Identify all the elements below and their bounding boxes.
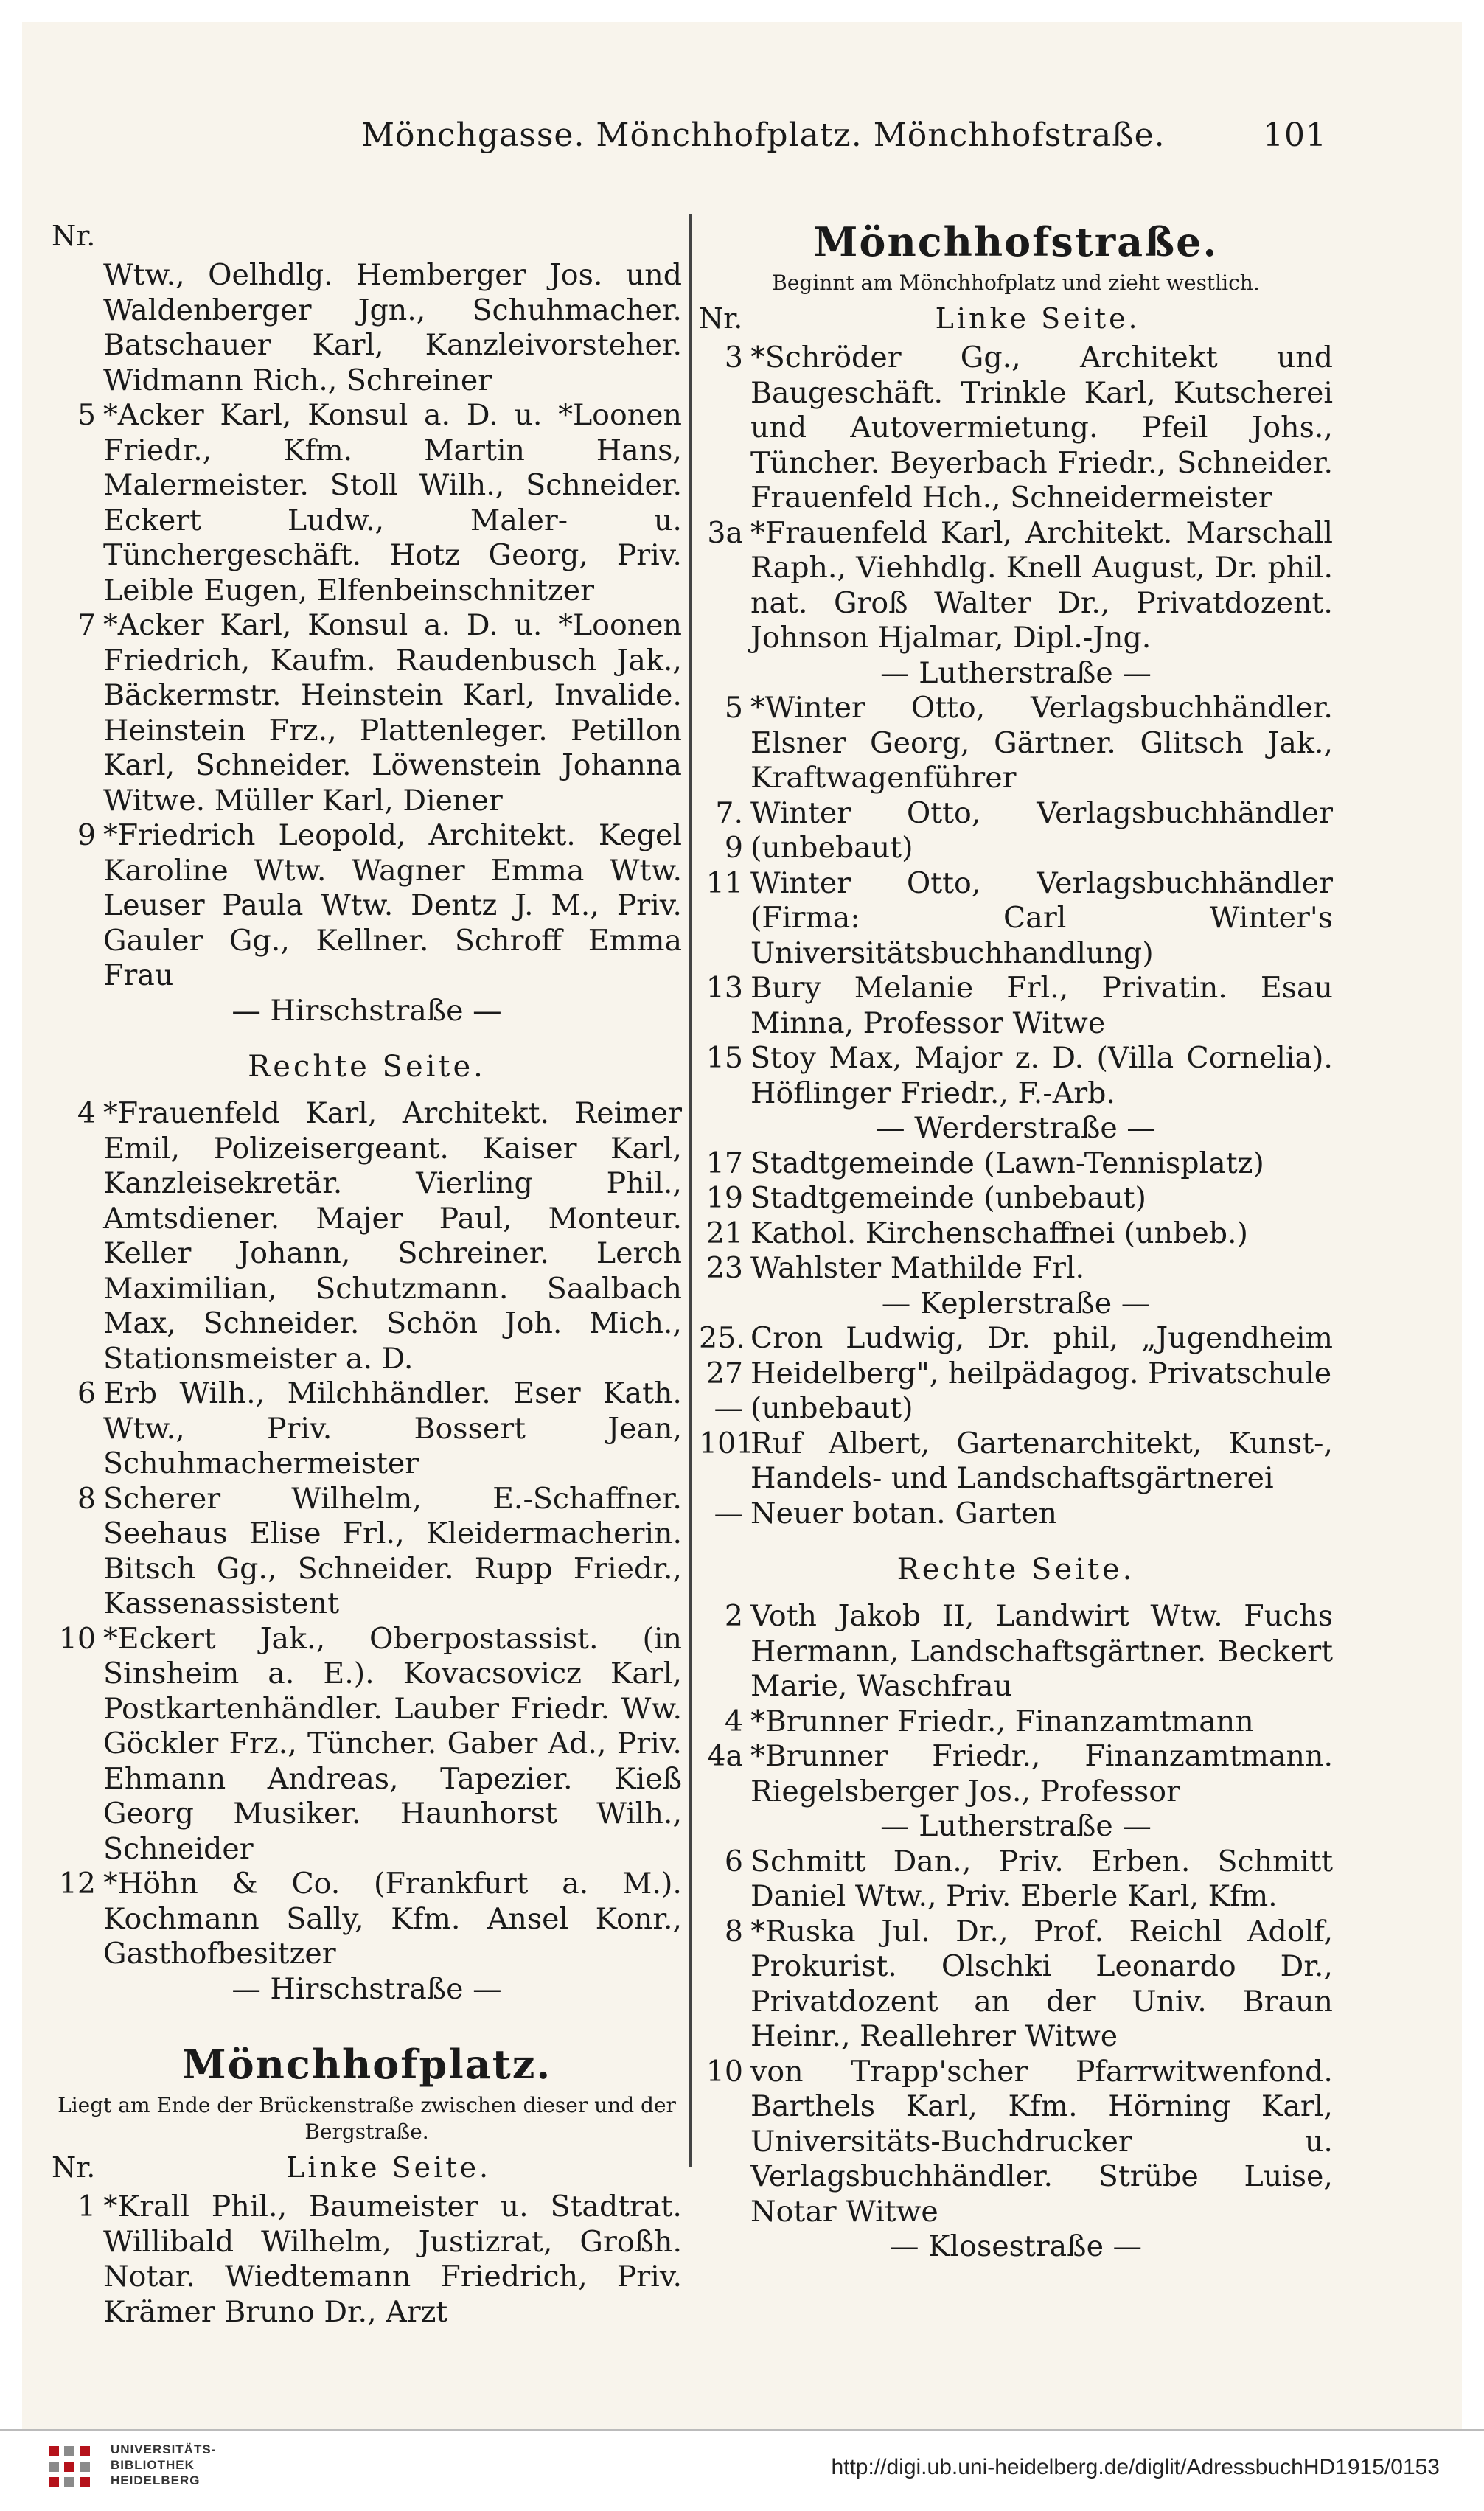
address-entry	[699, 1427, 1333, 1497]
house-number: 10	[706, 2054, 743, 2089]
residents-text: *Acker Karl, Konsul a. D. u. *Loonen Friedrich, Kaufm. Raudenbusch Jak., Bäckermstr. Heinstein Karl, Invalide. Heinstein Frz., Plattenleger. Petillon Karl, Schneider. Löwenstein Johanna Witwe. Müller Karl, Diener	[103, 608, 682, 818]
section-description: Liegt am Ende der Brückenstraße zwischen dieser und der Bergstraße.	[58, 2093, 676, 2144]
section-title: Mönchhofstraße.	[813, 218, 1219, 265]
house-number: 5	[77, 398, 96, 432]
residents-text: Erb Wilh., Milchhändler. Eser Kath. Wtw., Priv. Bossert Jean, Schuhmachermeister	[103, 1376, 682, 1480]
nr-label: Nr.	[52, 220, 96, 252]
house-number: —	[714, 1391, 743, 1425]
address-entry	[52, 1376, 682, 1482]
institution-line: BIBLIOTHEK	[111, 2458, 195, 2472]
address-entry	[52, 258, 682, 398]
side-heading: Rechte Seite.	[248, 1050, 486, 1084]
house-number: 4a	[707, 1739, 743, 1773]
address-entry	[52, 608, 682, 818]
residents-text: *Frauenfeld Karl, Architekt. Reimer Emil, Polizeisergeant. Kaiser Karl, Kanzleisekretär. Vierling Phil., Amtsdiener. Majer Paul, Monteur. Keller Johann, Schreiner. Lerch Maximilian, Schutzmann. Saalbach Max, Schneider. Schön Joh. Mich., Stationsmeister a. D.	[103, 1096, 682, 1376]
address-entry	[52, 1622, 682, 1867]
section-title: Mönchhofplatz.	[181, 2041, 552, 2088]
library-logo-icon	[44, 2442, 94, 2492]
page-number: 101	[1263, 116, 1327, 154]
institution-line: HEIDELBERG	[111, 2473, 201, 2487]
residents-text: *Brunner Friedr., Finanzamtmann	[750, 1704, 1254, 1738]
address-entry	[52, 1867, 682, 1972]
residents-text: Schmitt Dan., Priv. Erben. Schmitt Daniel Wtw., Priv. Eberle Karl, Kfm.	[750, 1844, 1333, 1913]
residents-text: Wahlster Mathilde Frl.	[750, 1251, 1085, 1285]
right-column	[699, 214, 1333, 2265]
residents-text: Neuer botan. Garten	[750, 1496, 1057, 1530]
side-heading: Rechte Seite.	[896, 1553, 1135, 1587]
cross-street: — Hirschstraße —	[231, 1971, 502, 2006]
house-number: 12	[58, 1867, 96, 1901]
address-entry	[699, 341, 1333, 516]
nr-label: Nr.	[699, 302, 743, 335]
address-entry	[699, 1915, 1333, 2055]
house-number: 13	[706, 971, 743, 1005]
house-number: 2	[724, 1599, 743, 1633]
residents-text: Kathol. Kirchenschaffnei (unbeb.)	[750, 1216, 1248, 1250]
residents-text: *Eckert Jak., Oberpostassist. (in Sinsheim a. E.). Kovacsovicz Karl, Postkartenhändler. Lauber Friedr. Ww. Göckler Frz., Tüncher. Gaber Ad., Priv. Ehmann Andreas, Tapezier. Kieß Georg Musiker. Haunhorst Wilh., Schneider	[103, 1621, 682, 1866]
house-number: 11	[706, 866, 743, 900]
residents-text: *Winter Otto, Verlagsbuchhändler. Elsner Georg, Gärtner. Glitsch Jak., Kraftwagenführer	[750, 691, 1333, 795]
nr-label: Nr.	[52, 2151, 96, 2184]
institution-line: UNIVERSITÄTS-	[111, 2442, 217, 2456]
house-number: 9	[77, 818, 96, 852]
address-entry	[699, 1251, 1333, 1286]
residents-text: *Acker Karl, Konsul a. D. u. *Loonen Friedr., Kfm. Martin Hans, Malermeister. Stoll Wilh., Schneider. Eckert Ludw., Maler- u. Tünchergeschäft. Hotz Georg, Priv. Leible Eugen, Elfenbeinschnitzer	[103, 398, 682, 607]
cross-street: — Lutherstraße —	[880, 655, 1152, 690]
house-number: 3a	[707, 515, 743, 550]
footer-bar	[0, 2429, 1484, 2511]
address-entry	[52, 1096, 682, 1376]
address-entry	[699, 1146, 1333, 1182]
address-entry	[699, 1497, 1333, 1532]
side-heading: Linke Seite.	[286, 2151, 492, 2184]
institution-name	[111, 2442, 216, 2488]
residents-text: Voth Jakob II, Landwirt Wtw. Fuchs Hermann, Landschaftsgärtner. Beckert Marie, Waschfrau	[750, 1599, 1333, 1703]
residents-text: Stadtgemeinde (Lawn-Tennisplatz)	[750, 1146, 1264, 1180]
column-heading-row	[699, 296, 1333, 341]
address-entry	[699, 1321, 1333, 1391]
house-number: 101	[699, 1426, 755, 1460]
house-number: 25. 27	[699, 1321, 745, 1390]
address-entry	[52, 398, 682, 608]
residents-text: Scherer Wilhelm, E.-Schaffner. Seehaus Elise Frl., Kleidermacherin. Bitsch Gg., Schneider. Rupp Friedr., Kassenassistent	[103, 1481, 682, 1620]
address-entry	[699, 1599, 1333, 1704]
residents-text: *Krall Phil., Baumeister u. Stadtrat. Willibald Wilhelm, Justizrat, Großh. Notar. Wiedtemann Friedrich, Priv. Krämer Bruno Dr., Arzt	[103, 2190, 682, 2329]
residents-text: Wtw., Oelhdlg. Hemberger Jos. und Waldenberger Jgn., Schuhmacher. Batschauer Karl, Kanzleivorsteher. Widmann Rich., Schreiner	[103, 258, 682, 397]
side-heading: Linke Seite.	[935, 302, 1140, 335]
house-number: 10	[58, 1621, 96, 1656]
house-number: 7. 9	[715, 795, 743, 865]
page-header	[339, 111, 1327, 170]
address-entry	[699, 2055, 1333, 2230]
address-entry	[699, 971, 1333, 1041]
house-number: 6	[724, 1844, 743, 1878]
house-number: 3	[724, 341, 743, 375]
residents-text: Ruf Albert, Gartenarchitekt, Kunst-, Handels- und Landschaftsgärtnerei	[750, 1426, 1333, 1495]
residents-text: *Ruska Jul. Dr., Prof. Reichl Adolf, Prokurist. Olschki Leonardo Dr., Privatdozent an der Univ. Braun Heinr., Reallehrer Witwe	[750, 1914, 1333, 2053]
residents-text: Stoy Max, Major z. D. (Villa Cornelia). Höflinger Friedr., F.-Arb.	[750, 1041, 1333, 1110]
house-number: 21	[706, 1216, 743, 1250]
left-column	[52, 214, 682, 2330]
address-entry	[699, 1845, 1333, 1915]
address-entry	[52, 2190, 682, 2330]
house-number: 4	[724, 1704, 743, 1738]
house-number: 17	[706, 1146, 743, 1180]
address-entry	[52, 818, 682, 994]
running-title: Mönchgasse. Mönchhofplatz. Mönchhofstraße.	[361, 116, 1166, 154]
residents-text: Stadtgemeinde (unbebaut)	[750, 1181, 1146, 1215]
residents-text: Winter Otto, Verlagsbuchhändler (Firma: Carl Winter's Universitätsbuchhandlung)	[750, 866, 1333, 970]
address-entry	[699, 1216, 1333, 1252]
address-entry	[699, 1704, 1333, 1740]
residents-text: *Frauenfeld Karl, Architekt. Marschall Raph., Viehhdlg. Knell August, Dr. phil. nat. Groß Walter Dr., Privatdozent. Johnson Hjalmar, Dipl.-Jng.	[750, 515, 1333, 655]
house-number: 1	[77, 2190, 96, 2223]
residents-text: (unbebaut)	[750, 1391, 913, 1425]
residents-text: *Höhn & Co. (Frankfurt a. M.). Kochmann Sally, Kfm. Ansel Konr., Gasthofbesitzer	[103, 1867, 682, 1971]
house-number: 6	[77, 1376, 96, 1410]
cross-street: — Klosestraße —	[889, 2229, 1143, 2263]
house-number: 8	[77, 1481, 96, 1516]
residents-text: Winter Otto, Verlagsbuchhändler (unbebaut)	[750, 795, 1333, 865]
column-heading-row	[52, 2145, 682, 2190]
house-number: 8	[724, 1914, 743, 1948]
residents-text: Cron Ludwig, Dr. phil, „Jugendheim Heidelberg", heilpädagog. Privatschule	[750, 1321, 1333, 1390]
address-entry	[699, 1391, 1333, 1427]
address-entry	[699, 1739, 1333, 1809]
address-entry	[699, 516, 1333, 656]
house-number: 15	[706, 1041, 743, 1075]
address-entry	[699, 1181, 1333, 1216]
source-url-link[interactable]: http://digi.ub.uni-heidelberg.de/diglit/AdressbuchHD1915/0153	[831, 2455, 1440, 2479]
section-description: Beginnt am Mönchhofplatz und zieht westlich.	[772, 271, 1260, 295]
residents-text: *Friedrich Leopold, Architekt. Kegel Karoline Wtw. Wagner Emma Wtw. Leuser Paula Wtw. Dentz J. M., Priv. Gauler Gg., Kellner. Schroff Emma Frau	[103, 818, 682, 992]
address-entry	[699, 1041, 1333, 1111]
residents-text: Bury Melanie Frl., Privatin. Esau Minna, Professor Witwe	[750, 971, 1333, 1040]
address-entry	[699, 796, 1333, 866]
cross-street: — Lutherstraße —	[880, 1809, 1152, 1843]
house-number: 23	[706, 1251, 743, 1285]
address-entry	[52, 1482, 682, 1622]
cross-street: — Hirschstraße —	[231, 993, 502, 1028]
address-entry	[699, 691, 1333, 796]
residents-text: von Trapp'scher Pfarrwitwenfond. Barthels Karl, Kfm. Hörning Karl, Universitäts-Buchdrucker u. Verlagsbuchhändler. Strübe Luise, Notar Witwe	[750, 2054, 1333, 2229]
house-number: 4	[77, 1096, 96, 1130]
house-number: 5	[724, 691, 743, 725]
house-number: 7	[77, 608, 96, 642]
house-number: 19	[706, 1181, 743, 1215]
residents-text: *Brunner Friedr., Finanzamtmann. Riegelsberger Jos., Professor	[750, 1739, 1333, 1808]
residents-text: *Schröder Gg., Architekt und Baugeschäft. Trinkle Karl, Kutscherei und Autovermietung. Pfeil Johs., Tüncher. Beyerbach Friedr., Schneider. Frauenfeld Hch., Schneidermeister	[750, 341, 1333, 515]
address-entry	[699, 866, 1333, 972]
cross-street: — Werderstraße —	[876, 1111, 1156, 1145]
cross-street: — Keplerstraße —	[881, 1286, 1151, 1320]
column-divider	[689, 214, 692, 2167]
house-number: —	[714, 1496, 743, 1530]
